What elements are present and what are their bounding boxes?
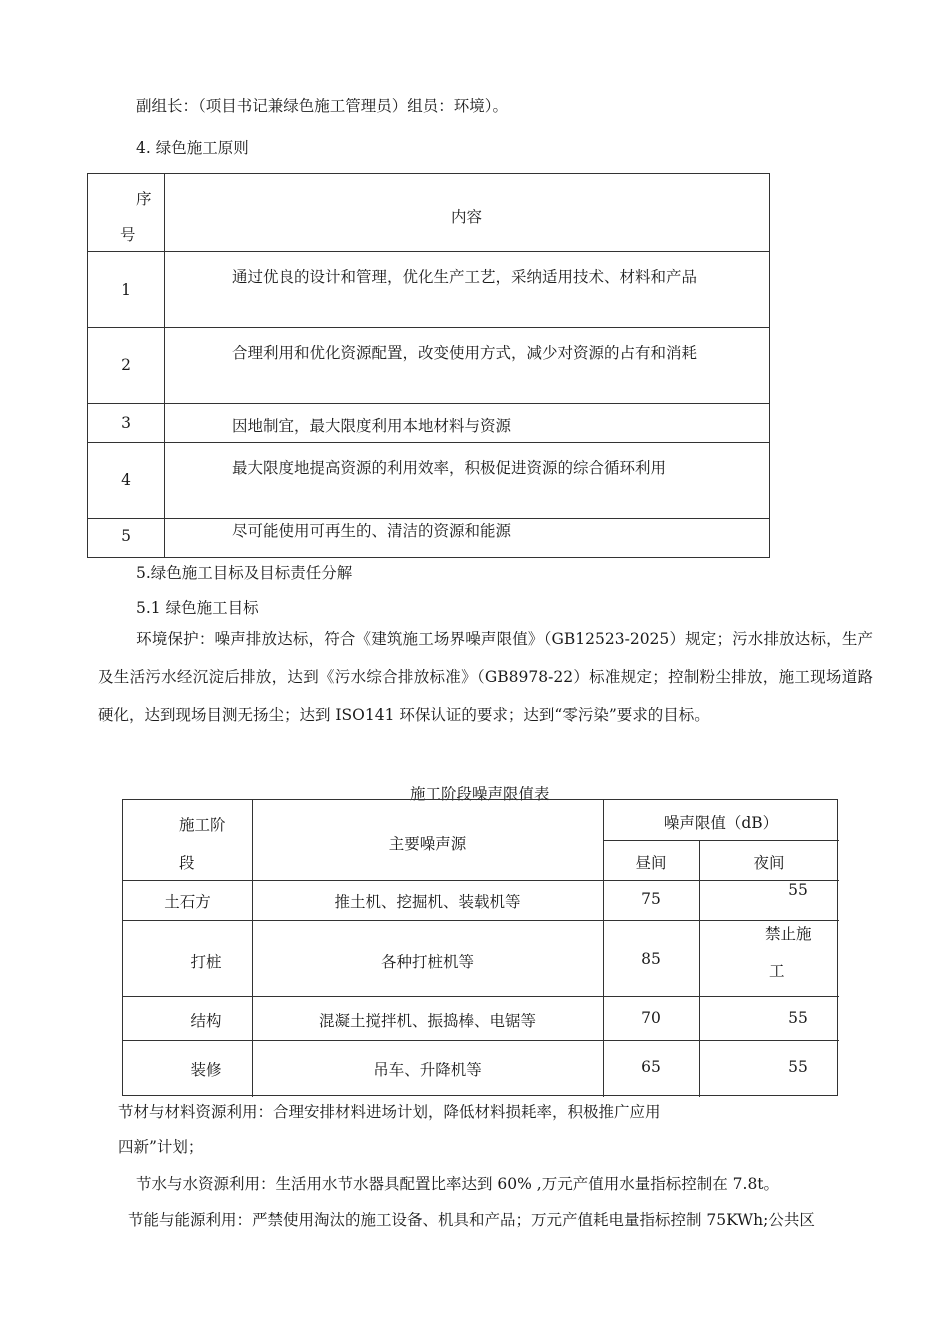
col-line [603, 800, 604, 1097]
row-text: 合理利用和优化资源配置，改变使用方式，减少对资源的占有和消耗 [232, 344, 698, 362]
principles-table [87, 173, 770, 558]
day-cell: 75 [641, 890, 661, 908]
source-cell: 混凝土搅拌机、振捣棒、电锯等 [318, 1012, 536, 1030]
row-line [123, 996, 839, 997]
source-cell: 吊车、升降机等 [373, 1061, 482, 1079]
section-5-1-title: 5.1 绿色施工目标 [136, 599, 259, 617]
row-text: 因地制宜，最大限度利用本地材料与资源 [232, 417, 512, 435]
source-cell: 推土机、挖掘机、装载机等 [334, 893, 521, 911]
noise-table-caption: 施工阶段噪声限值表 [410, 785, 550, 803]
section-4-title: 4. 绿色施工原则 [136, 139, 249, 157]
stage-cell: 土石方 [164, 893, 211, 911]
night-cell: 55 [788, 881, 808, 899]
row-text: 最大限度地提高资源的利用效率，积极促进资源的综合循环利用 [232, 459, 667, 477]
environment-text: 环境保护：噪声排放达标，符合《建筑施工场界噪声限值》（GB12523-2025）规定；污水排放达标，生产及生活污水经沉淀后排放，达到《污水综合排放标准》（GB8978-22）标准规定；控制粉尘排放，施工现场道路硬化，达到现场目测无扬尘；达到 ISO141 环保认证的要求；达到“零污染”要求的目标。 [98, 630, 873, 724]
header-night: 夜间 [753, 854, 785, 872]
table-row [88, 403, 769, 442]
row-text: 通过优良的设计和管理，优化生产工艺，采纳适用技术、材料和产品 [232, 268, 698, 286]
night-cell: 55 [788, 1009, 808, 1027]
row-line [123, 1040, 839, 1041]
row-line [603, 840, 839, 841]
day-cell: 70 [641, 1009, 661, 1027]
row-no: 5 [121, 527, 131, 545]
night-cell-cont: 工 [769, 962, 785, 980]
table-row [88, 327, 769, 403]
header-stage-2: 段 [179, 854, 195, 872]
material-line-1: 节材与材料资源利用：合理安排材料进场计划，降低材料损耗率，积极推广应用 [118, 1103, 661, 1121]
header-source: 主要噪声源 [388, 835, 467, 853]
intro-line: 副组长：（项目书记兼绿色施工管理员）组员：环境）。 [136, 97, 509, 115]
header-stage-1: 施工阶 [179, 816, 226, 834]
table-row [88, 442, 769, 518]
row-no: 4 [121, 471, 131, 489]
day-cell: 65 [641, 1058, 661, 1076]
stage-cell: 装修 [190, 1061, 222, 1079]
row-no: 1 [121, 281, 131, 299]
header-content: 内容 [451, 208, 483, 226]
row-no: 3 [121, 414, 131, 432]
header-limit: 噪声限值（dB） [663, 814, 779, 832]
table-row [88, 518, 769, 558]
day-cell: 85 [641, 950, 661, 968]
table-row [88, 251, 769, 327]
section-5-title: 5.绿色施工目标及目标责任分解 [136, 564, 353, 582]
night-cell: 55 [788, 1058, 808, 1076]
row-line [123, 920, 839, 921]
noise-table [122, 799, 838, 1096]
source-cell: 各种打桩机等 [380, 953, 474, 971]
night-cell: 禁止施 [765, 925, 812, 943]
material-line-2: 四新”计划； [118, 1138, 204, 1156]
environment-paragraph [98, 620, 873, 734]
stage-cell: 结构 [190, 1012, 222, 1030]
header-no-2: 号 [120, 226, 136, 244]
header-day: 昼间 [635, 854, 667, 872]
stage-cell: 打桩 [190, 953, 222, 971]
row-no: 2 [121, 356, 131, 374]
energy-line: 节能与能源利用：严禁使用淘汰的施工设备、机具和产品；万元产值耗电量指标控制 75KWh;公共区 [128, 1211, 815, 1229]
water-line: 节水与水资源利用：生活用水节水器具配置比率达到 60% ,万元产值用水量指标控制在 7.8t。 [136, 1175, 780, 1193]
header-no-1: 序 [136, 190, 152, 208]
row-text: 尽可能使用可再生的、清洁的资源和能源 [232, 522, 512, 540]
